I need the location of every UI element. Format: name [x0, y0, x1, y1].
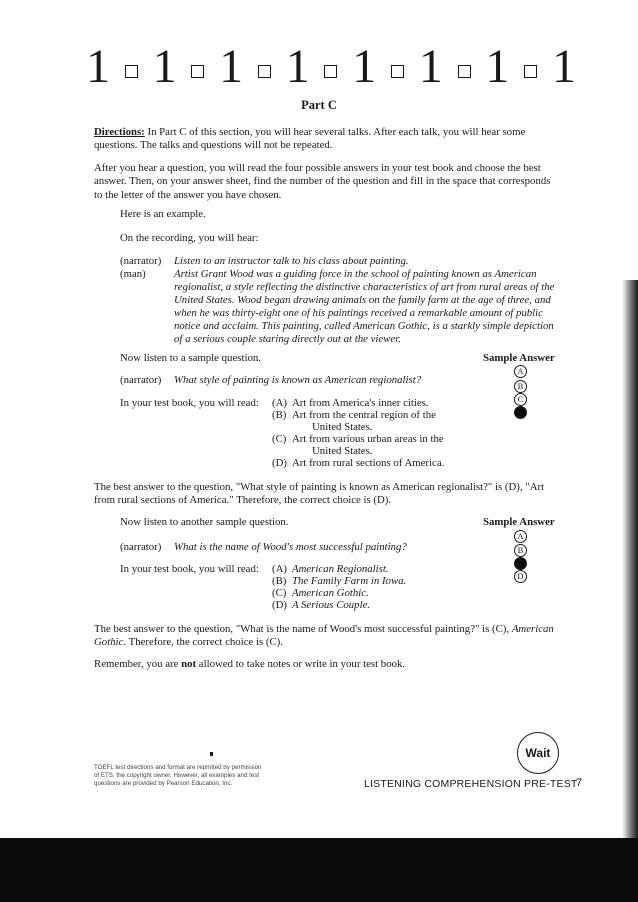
option-text: United States.	[312, 445, 373, 457]
narrator-label: (narrator)	[120, 541, 162, 553]
header-marks	[86, 40, 576, 93]
answer-bubble-c: C	[514, 393, 527, 406]
copyright-notice	[94, 764, 324, 788]
test-book-intro: In your test book, you will read:	[120, 563, 259, 575]
painting-title: American Gothic	[94, 623, 554, 649]
answer-box-icon	[391, 65, 404, 78]
answer-bubble-a: A	[514, 530, 527, 543]
talk-line: notice and acclaim. This painting, called American Gothic, is a starkly simple depiction	[174, 320, 554, 332]
option-letter: (D)	[272, 599, 287, 611]
answer-bubble-c-filled	[514, 557, 527, 570]
recording-intro: On the recording, you will hear:	[120, 232, 259, 244]
remember-note	[94, 658, 554, 671]
section-title: LISTENING COMPREHENSION PRE-TEST	[364, 778, 578, 790]
sample-question-intro: Now listen to a sample question.	[120, 352, 261, 364]
option-letter: (D)	[272, 457, 287, 469]
narrator-label: (narrator)	[120, 374, 162, 386]
sample-answer-heading: Sample Answer	[483, 352, 555, 364]
answer-box-icon	[191, 65, 204, 78]
remember-text: allowed to take notes or write in your test book.	[196, 658, 406, 670]
sample-question: What is the name of Wood's most successful painting?	[174, 541, 407, 553]
header-one: 1	[152, 40, 177, 93]
best-answer-explanation: The best answer to the question, "What style of painting is known as American regionalist?" is (D), "Art from rural sections of America." Therefore, the correct choice is (D).	[94, 481, 545, 507]
option-letter: (A)	[272, 563, 287, 575]
part-title: Part C	[301, 98, 337, 112]
option-text: American Gothic.	[292, 587, 369, 599]
wait-badge	[517, 732, 559, 774]
copyright-line: of ETS, the copyright owner. However, all examples and test	[94, 772, 260, 779]
copyright-line: TOEFL test directions and format are reprinted by permission	[94, 764, 262, 771]
stray-mark	[210, 752, 213, 756]
narrator-line: Listen to an instructor talk to his class about painting.	[174, 255, 409, 267]
option-text: Art from the central region of the	[292, 409, 436, 421]
talk-line: regionalist, a style reflecting the distinctive characteristics of art from rural areas of the	[174, 281, 555, 293]
talk-line: when he was thirty-eight one of his paintings received a remarkable amount of public	[174, 307, 543, 319]
answer-box-icon	[324, 65, 337, 78]
example-intro: Here is an example.	[120, 208, 206, 220]
narrator-label: (narrator)	[120, 255, 162, 267]
sample-question-intro: Now listen to another sample question.	[120, 516, 289, 528]
option-text: The Family Farm in Iowa.	[292, 575, 407, 587]
option-text: Art from various urban areas in the	[292, 433, 444, 445]
answer-bubble-b: B	[514, 544, 527, 557]
header-one: 1	[86, 40, 110, 93]
remember-emphasis: not	[181, 658, 197, 670]
explanation-text: . Therefore, the correct choice is (C).	[123, 636, 283, 649]
talk-line: of a serious couple staring directly out at the viewer.	[174, 333, 401, 345]
test-book-intro: In your test book, you will read:	[120, 397, 259, 409]
answer-box-icon	[258, 65, 271, 78]
header-one: 1	[352, 40, 377, 93]
copyright-line: questions are provided by Pearson Education, Inc.	[94, 780, 233, 787]
man-label: (man)	[120, 268, 146, 280]
answer-bubble-a: A	[514, 365, 527, 378]
option-letter: (C)	[272, 587, 287, 599]
talk-line: United States. Wood began drawing animals on the family farm at the age of three, and	[174, 294, 551, 306]
header-one: 1	[285, 40, 310, 93]
directions-text: In Part C of this section, you will hear several talks. After each talk, you will hear some questions. The talks and questions will not be repeated.	[94, 126, 526, 152]
directions-label: Directions:	[94, 126, 145, 138]
option-letter: (B)	[272, 575, 287, 587]
option-text: A Serious Couple.	[292, 599, 371, 611]
instructions-paragraph: After you hear a question, you will read the four possible answers in your test book and choose the best answer. Then, on your answer sheet, find the number of the question and fill in the space that corresponds to the letter of the answer you have chosen.	[94, 162, 551, 201]
wait-label: Wait	[525, 746, 551, 760]
option-text: Art from America's inner cities.	[292, 397, 429, 409]
option-letter: (C)	[272, 433, 287, 445]
page-number: 7	[576, 777, 583, 789]
option-letter: (B)	[272, 409, 287, 421]
answer-bubble-d: D	[514, 570, 527, 583]
answer-box-icon	[458, 65, 471, 78]
sample-question: What style of painting is known as American regionalist?	[174, 374, 422, 386]
remember-text: Remember, you are	[94, 658, 182, 670]
option-text: United States.	[312, 421, 373, 433]
talk-line: Artist Grant Wood was a guiding force in the school of painting known as American	[174, 268, 537, 280]
sample-answer-heading: Sample Answer	[483, 516, 555, 528]
header-one: 1	[219, 40, 244, 93]
best-answer-explanation	[94, 623, 554, 650]
answer-bubble-b: B	[514, 380, 527, 393]
answer-box-icon	[125, 65, 138, 78]
header-one: 1	[485, 40, 510, 93]
scan-dark-border	[0, 838, 638, 902]
answer-box-icon	[524, 65, 537, 78]
option-text: Art from rural sections of America.	[292, 457, 445, 469]
scan-page-edge	[622, 280, 638, 840]
header-one: 1	[551, 40, 576, 93]
answer-bubble-d-filled	[514, 406, 527, 419]
option-letter: (A)	[272, 397, 287, 409]
directions-paragraph	[94, 126, 554, 153]
header-one: 1	[418, 40, 443, 93]
option-text: American Regionalist.	[292, 563, 389, 575]
explanation-text: The best answer to the question, "What is the name of Wood's most successful painting?" is (C),	[94, 623, 510, 635]
